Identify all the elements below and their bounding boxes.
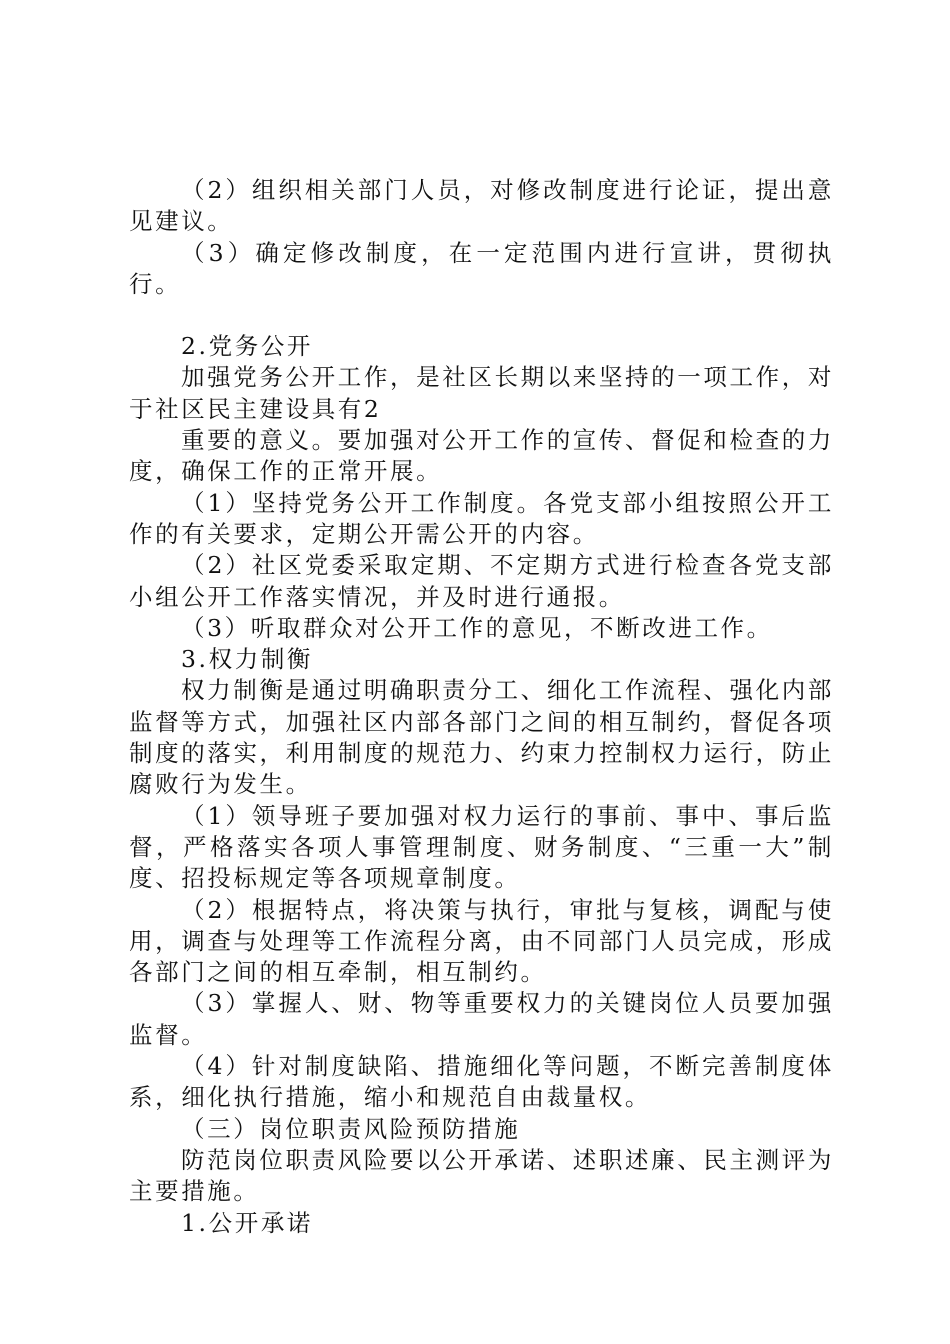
paragraph: （3）掌握人、财、物等重要权力的关键岗位人员要加强监督。 — [129, 989, 834, 1049]
paragraph: 加强党务公开工作，是社区长期以来坚持的一项工作，对于社区民主建设具有2 — [129, 363, 834, 423]
paragraph: 重要的意义。要加强对公开工作的宣传、督促和检查的力度，确保工作的正常开展。 — [129, 426, 834, 486]
paragraph: （2）根据特点，将决策与执行，审批与复核，调配与使用，调查与处理等工作流程分离，由不同部门人员完成，形成各部门之间的相互牵制，相互制约。 — [129, 895, 834, 987]
paragraph: （1）坚持党务公开工作制度。各党支部小组按照公开工作的有关要求，定期公开需公开的内容。 — [129, 488, 834, 548]
document-page — [129, 175, 834, 1239]
paragraph: （3）确定修改制度，在一定范围内进行宣讲，贯彻执行。 — [129, 238, 834, 298]
paragraph: （4）针对制度缺陷、措施细化等问题，不断完善制度体系，细化执行措施，缩小和规范自由裁量权。 — [129, 1052, 834, 1112]
section-heading: 1.公开承诺 — [181, 1208, 314, 1237]
section-heading: （三）岗位职责风险预防措施 — [181, 1114, 521, 1143]
section-heading: 2.党务公开 — [181, 332, 314, 361]
paragraph: （1）领导班子要加强对权力运行的事前、事中、事后监督，严格落实各项人事管理制度、财务制度、“三重一大”制度、招投标规定等各项规章制度。 — [129, 801, 834, 893]
paragraph: 权力制衡是通过明确职责分工、细化工作流程、强化内部监督等方式，加强社区内部各部门之间的相互制约，督促各项制度的落实，利用制度的规范力、约束力控制权力运行，防止腐败行为发生。 — [129, 676, 834, 799]
blank-line — [129, 300, 834, 331]
section-heading: 3.权力制衡 — [181, 645, 314, 674]
paragraph: （2）组织相关部门人员，对修改制度进行论证，提出意见建议。 — [129, 176, 834, 236]
paragraph: （2）社区党委采取定期、不定期方式进行检查各党支部小组公开工作落实情况，并及时进行通报。 — [129, 551, 834, 611]
paragraph: 防范岗位职责风险要以公开承诺、述职述廉、民主测评为主要措施。 — [129, 1145, 834, 1206]
paragraph: （3）听取群众对公开工作的意见，不断改进工作。 — [181, 613, 773, 642]
